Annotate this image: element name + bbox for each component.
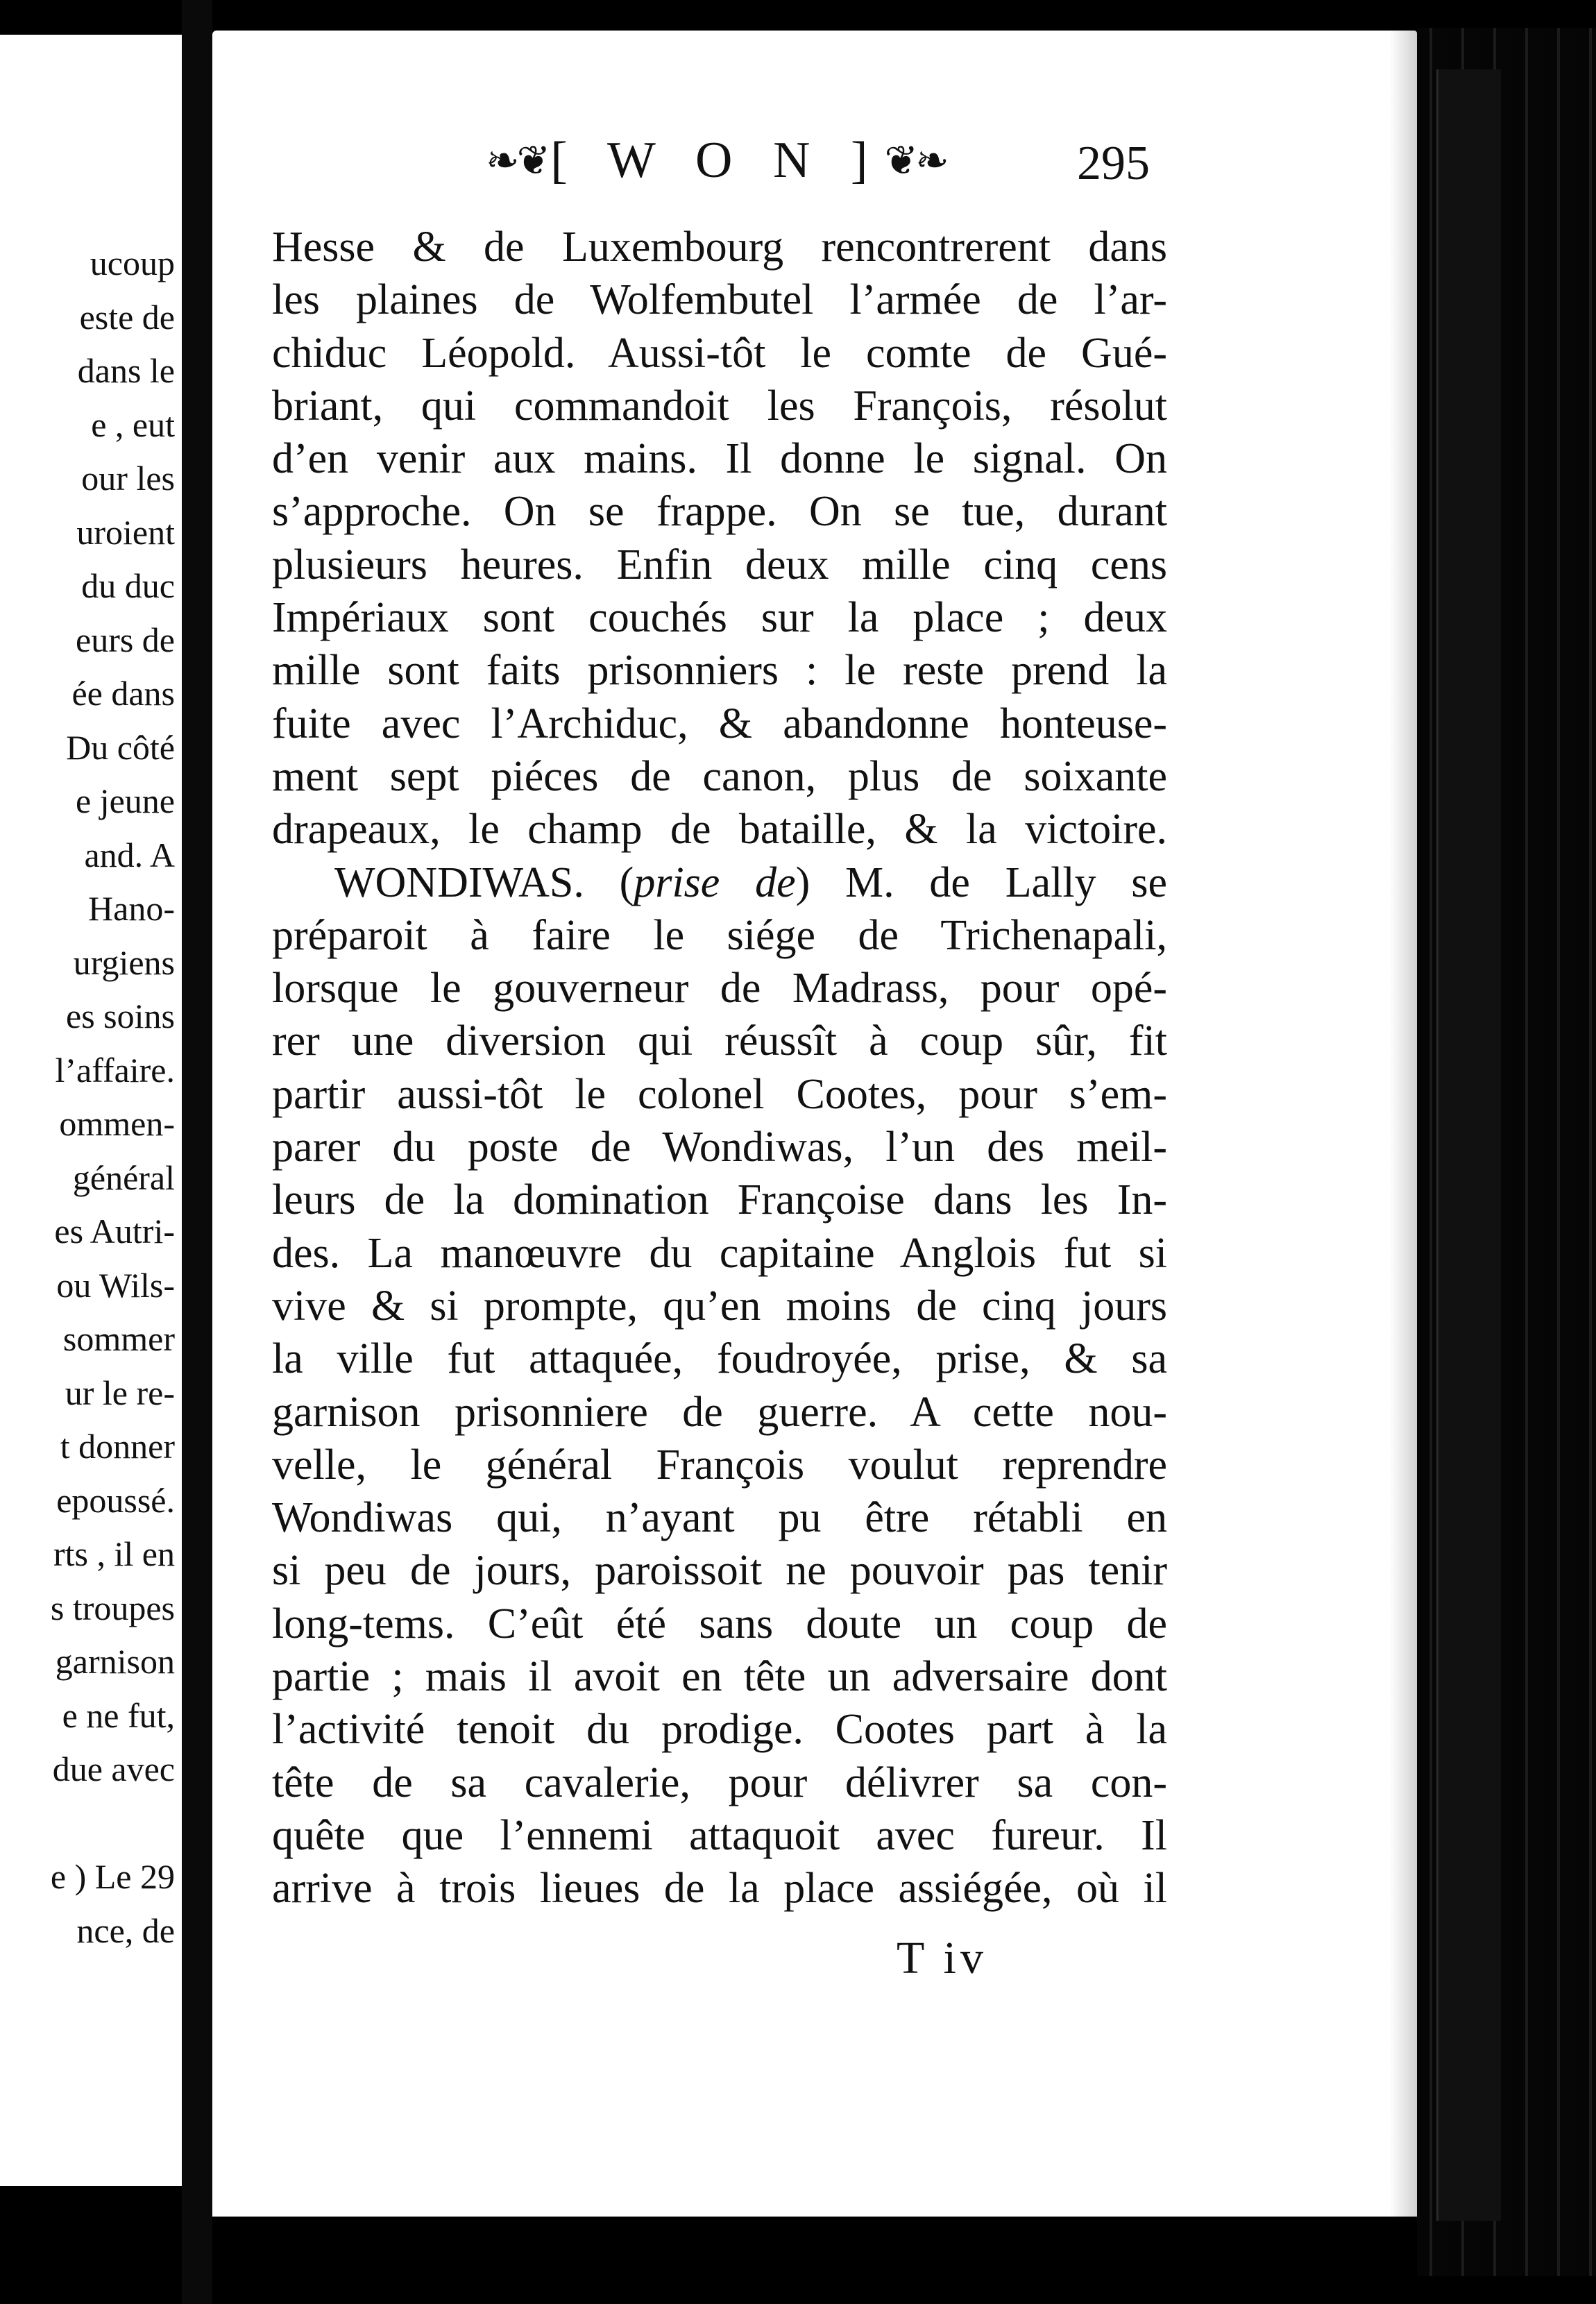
text-line: si peu de jours, paroissoit ne pouvoir pas tenir [272,1547,1167,1595]
left-page-text-fragment: due avec [52,1750,175,1788]
text-line: s’approche. On se frappe. On se tue, durant [272,488,1167,536]
left-page-text-fragment: rts , il en [53,1534,175,1573]
left-page-text-fragment: e jeune [76,781,175,820]
left-page-text-fragment: ou Wils- [56,1265,175,1305]
left-page-text-fragment: s troupes [50,1588,175,1627]
page-number: 295 [1077,137,1150,190]
running-head [486,122,946,198]
running-head-title: [ W O N ] [550,131,882,189]
text-line: Hesse & de Luxembourg rencontrerent dans [272,223,1167,271]
italic-phrase: prise de [634,858,796,906]
text-line: leurs de la domination Françoise dans les In- [272,1176,1167,1224]
left-page-text-fragment: ée dans [71,674,175,713]
signature-mark: T iv [897,1933,987,1983]
text-line: les plaines de Wolfembutel l’armée de l’ar- [272,276,1167,324]
text-line: arrive à trois lieues de la place assiégée, où il [272,1865,1167,1913]
left-page-text-fragment: du duc [81,566,175,605]
left-page-text-fragment: sommer [62,1319,175,1358]
left-page-text-fragment: urgiens [73,942,175,982]
text-line: d’en venir aux mains. Il donne le signal. On [272,435,1167,483]
left-page-text-fragment: epoussé. [56,1480,175,1520]
left-page-text-fragment: e ) Le 29 [50,1857,175,1896]
left-page-text-fragment: es soins [66,997,175,1035]
text-line: lorsque le gouverneur de Madrass, pour opé- [272,965,1167,1013]
left-page-text-fragment: e ne fut, [62,1695,175,1735]
text-line: l’activité tenoit du prodige. Cootes part à la [272,1706,1167,1754]
left-page-text-fragment: ur le re- [65,1373,175,1412]
text-line: briant, qui commandoit les François, résolut [272,382,1167,430]
left-page-text-fragment: eurs de [76,620,175,659]
text-line: rer une diversion qui réussît à coup sûr, fit [272,1017,1167,1065]
text-line: ment sept piéces de canon, plus de soixante [272,752,1167,800]
text-line: préparoit à faire le siége de Trichenapali, [272,911,1167,959]
text-line: tête de sa cavalerie, pour délivrer sa con- [272,1759,1167,1806]
left-page-text-fragment: este de [79,297,175,337]
text-line: vive & si prompte, qu’en moins de cinq jours [272,1282,1167,1330]
main-text-block [272,221,1167,1915]
left-page-text-fragment: nce, de [76,1911,175,1950]
left-page-text-fragment: l’affaire. [55,1050,175,1090]
text-line: velle, le général François voulut reprendre [272,1441,1167,1489]
left-page-text-fragment: e , eut [91,405,175,444]
text-line: mille sont faits prisonniers : le reste prend la [272,647,1167,695]
text-line: garnison prisonniere de guerre. A cette nou- [272,1388,1167,1436]
left-page-text-fragment: général [72,1158,175,1197]
left-page-text-fragment: ommen- [59,1104,175,1143]
text-line: partie ; mais il avoit en tête un adversaire dont [272,1653,1167,1701]
left-page-text-fragment: ucoup [90,244,175,282]
left-page-text-fragment: es Autri- [54,1212,175,1251]
book-gutter [182,0,212,2304]
left-page-text-fragment: Hano- [88,889,175,928]
text-line: drapeaux, le champ de bataille, & la victoire. [272,806,1167,854]
left-page-text-fragment: our les [81,459,175,498]
left-page-text-fragment: uroient [76,512,175,552]
left-page-text-fragment: dans le [77,351,175,390]
text-line: WONDIWAS. (prise de) M. de Lally se [334,858,1167,906]
text-line: Impériaux sont couchés sur la place ; deux [272,594,1167,642]
left-page-fragment [0,35,182,2186]
text-line: quête que l’ennemi attaquoit avec fureur. Il [272,1811,1167,1859]
text-line: la ville fut attaquée, foudroyée, prise, & sa [272,1335,1167,1383]
right-ornament: ❦❧ [884,138,946,183]
text-line: parer du poste de Wondiwas, l’un des meil- [272,1124,1167,1171]
text-line: partir aussi-tôt le colonel Cootes, pour s’em- [272,1070,1167,1118]
left-page-text-fragment: Du côté [66,727,175,767]
left-ornament: ❧❦ [486,138,548,183]
text-line: fuite avec l’Archiduc, & abandonne honteuse- [272,700,1167,747]
text-line: plusieurs heures. Enfin deux mille cinq cens [272,541,1167,588]
text-line: chiduc Léopold. Aussi-tôt le comte de Gué- [272,329,1167,377]
left-page-text-fragment: garnison [55,1642,175,1681]
text-line: des. La manœuvre du capitaine Anglois fut si [272,1229,1167,1277]
left-page-text-fragment: t donner [60,1427,175,1466]
text-line: long-tems. C’eût été sans doute un coup de [272,1600,1167,1647]
text-line: Wondiwas qui, n’ayant pu être rétabli en [272,1494,1167,1542]
page-block-edge [1417,28,1596,2276]
left-page-text-fragment: and. A [84,835,175,874]
